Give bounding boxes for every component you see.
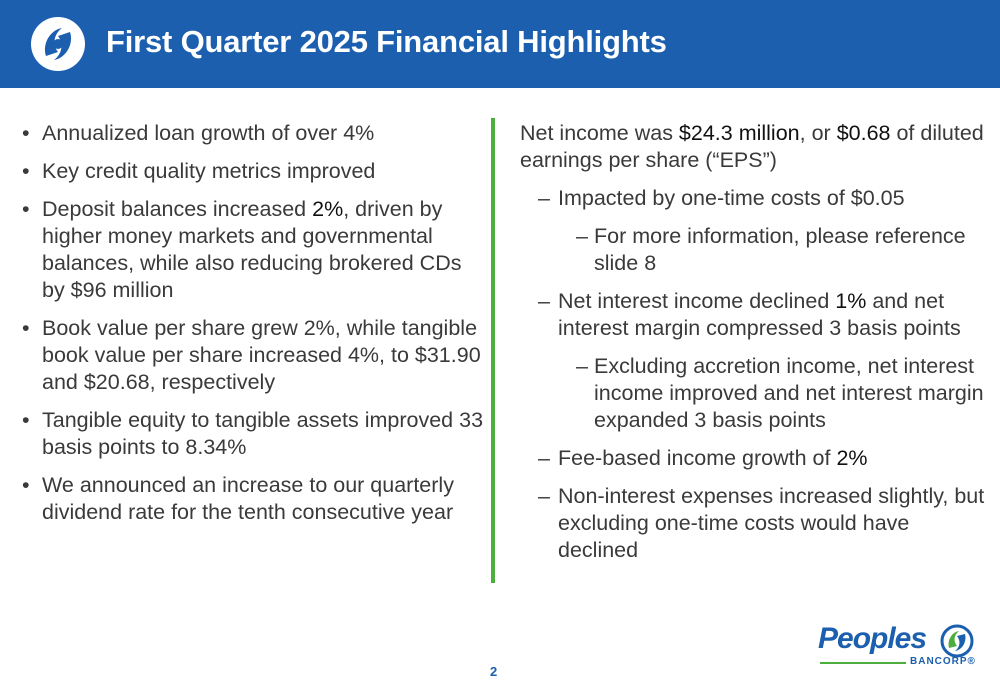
bullet-item	[22, 315, 484, 396]
dash-icon: –	[576, 354, 588, 378]
left-column	[22, 120, 484, 537]
dash-icon: –	[538, 484, 550, 508]
sub-item-text: Net interest income declined 1% and net interest margin compressed 3 basis points	[558, 289, 961, 340]
page-number: 2	[490, 664, 498, 679]
sub-item-text: Fee-based income growth of 2%	[558, 446, 868, 470]
sub-item-text: For more information, please reference slide 8	[594, 224, 966, 275]
bullet-text: Tangible equity to tangible assets improved 33 basis points to 8.34%	[42, 408, 484, 459]
bullet-text: We announced an increase to our quarterly dividend rate for the tenth consecutive year	[42, 473, 454, 524]
bullet-item	[22, 158, 484, 185]
dash-icon: –	[538, 186, 550, 210]
net-income-value: $24.3 million	[678, 121, 800, 145]
bullet-text: Key credit quality metrics improved	[42, 159, 376, 183]
bullet-text: Book value per share grew 2%, while tangible book value per share increased 4%, to $31.90 and $20.68, respectively	[42, 316, 481, 394]
bullet-icon: •	[22, 408, 30, 432]
bullet-icon: •	[22, 473, 30, 497]
peoples-bancorp-logo	[818, 622, 978, 674]
dash-icon: –	[538, 289, 550, 313]
brand-subtitle: BANCORP®	[910, 656, 976, 667]
highlight-value: 1%	[835, 289, 867, 313]
peoples-swirl-mark-icon	[940, 624, 974, 658]
sub-item	[520, 483, 990, 564]
highlight-value: 2%	[312, 197, 344, 221]
bullet-icon: •	[22, 197, 30, 221]
bullet-item	[22, 120, 484, 147]
page-title: First Quarter 2025 Financial Highlights	[106, 24, 667, 59]
sub-item-text: Excluding accretion income, net interest income improved and net interest margin expanded 3 basis points	[594, 354, 984, 432]
sub-item	[520, 445, 990, 472]
highlights-list	[22, 120, 484, 526]
dash-icon: –	[576, 224, 588, 248]
bullet-item	[22, 472, 484, 526]
bullet-text: Annualized loan growth of over 4%	[42, 121, 375, 145]
eps-value: $0.68	[836, 121, 891, 145]
net-income-summary: Net income was $24.3 million, or $0.68 of diluted earnings per share (“EPS”)	[520, 121, 984, 172]
brand-name: Peoples	[818, 622, 927, 655]
dash-icon: –	[538, 446, 550, 470]
brand-underline	[820, 662, 906, 664]
bullet-icon: •	[22, 316, 30, 340]
header-bar	[0, 0, 1000, 88]
bullet-item	[22, 407, 484, 461]
sub-item-text: Impacted by one-time costs of $0.05	[558, 186, 905, 210]
bullet-item	[22, 196, 484, 304]
highlight-value: 2%	[836, 446, 868, 470]
green-divider	[491, 118, 495, 583]
bullet-icon: •	[22, 121, 30, 145]
peoples-swirl-logo-icon	[28, 14, 88, 74]
sub-item	[520, 288, 990, 342]
bullet-text: Deposit balances increased 2%, driven by higher money markets and governmental balances, while also reducing brokered CDs by $96 million	[42, 197, 462, 302]
bullet-icon: •	[22, 159, 30, 183]
sub-sub-item	[520, 353, 990, 434]
sub-item	[520, 185, 990, 212]
right-column	[520, 120, 990, 575]
sub-sub-item	[520, 223, 990, 277]
sub-item-text: Non-interest expenses increased slightly, but excluding one-time costs would have declined	[558, 484, 985, 562]
